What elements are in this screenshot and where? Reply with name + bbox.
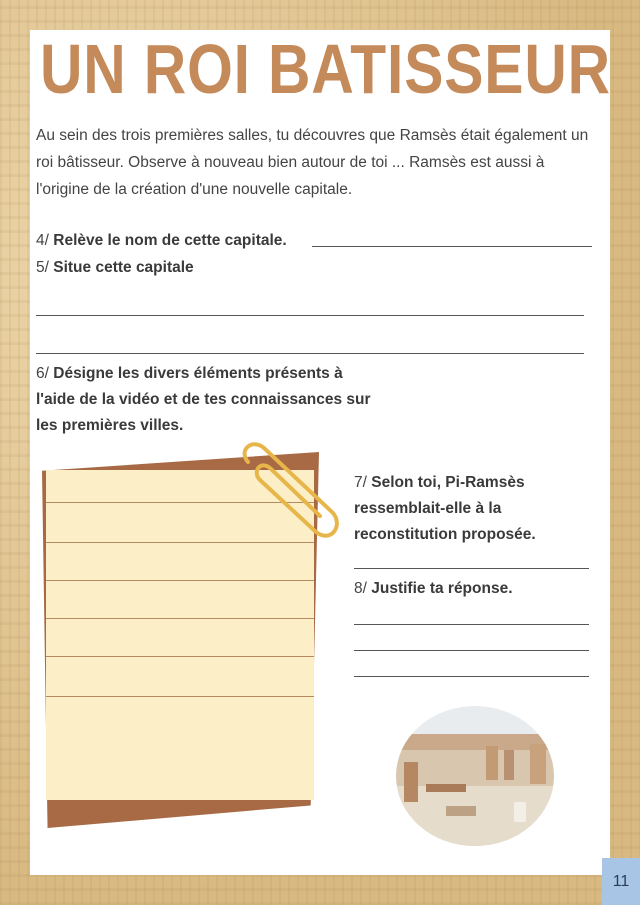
answer-line-7[interactable] <box>354 568 589 569</box>
answer-line-5a[interactable] <box>36 315 584 316</box>
answer-line-8a[interactable] <box>354 624 589 625</box>
question-6: 6/ Désigne les divers éléments présents à l'aide de la vidéo et de tes connaissances sur les premières villes. <box>36 365 371 434</box>
question-8: 8/ Justifie ta réponse. <box>354 580 513 597</box>
intro-paragraph: Au sein des trois premières salles, tu découvres que Ramsès était également un roi bâtisseur. Observe à nouveau bien autour de toi ... Ramsès est aussi à l'origine de la création d'une nouvelle capitale. <box>36 127 589 198</box>
answer-line-5b[interactable] <box>36 353 584 354</box>
question-5: 5/ Situe cette capitale <box>36 259 194 276</box>
worksheet-page <box>30 30 610 875</box>
page-title: UN ROI BATISSEUR <box>40 30 611 108</box>
question-4: 4/ Relève le nom de cette capitale. <box>36 232 287 249</box>
answer-line-4[interactable] <box>312 246 592 247</box>
page-number: 11 <box>602 858 640 905</box>
ruins-photo <box>396 706 554 846</box>
answer-line-8b[interactable] <box>354 650 589 651</box>
question-7: 7/ Selon toi, Pi-Ramsès ressemblait-elle à la reconstitution proposée. <box>354 474 536 543</box>
answer-line-8c[interactable] <box>354 676 589 677</box>
paperclip-icon <box>238 440 348 550</box>
